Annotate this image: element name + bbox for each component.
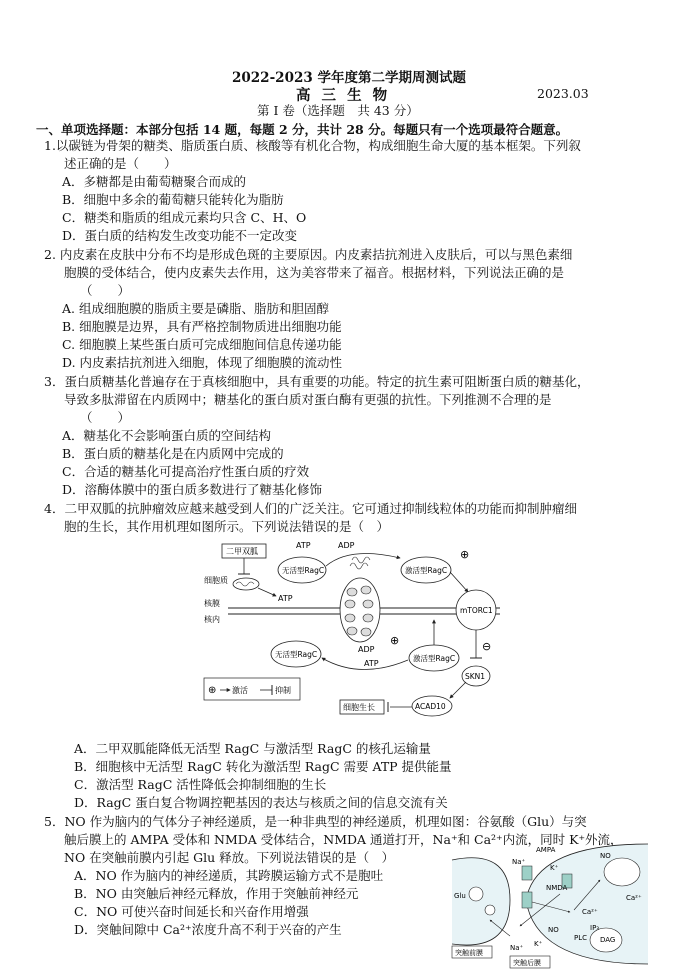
fig5-na-bottom: Na⁺ bbox=[510, 944, 524, 952]
q4-option-b: B．细胞核中无活型 RagC 转化为激活型 RagC 需要 ATP 提供能量 bbox=[74, 759, 452, 774]
figure-q5-synapse bbox=[450, 840, 650, 970]
q3-stem-line2: 导致多肽滞留在内质网中；糖基化的蛋白质对蛋白酶有更强的抗性。下列推测不合理的是 bbox=[64, 392, 552, 407]
subject-title: 高 三 生 物 bbox=[296, 87, 391, 104]
fig4-legend-inhibit: 抑制 bbox=[275, 686, 291, 695]
fig4-nuclear-pore bbox=[340, 557, 380, 642]
exam-date: 2023.03 bbox=[537, 86, 589, 101]
fig4-mtorc1: mTORC1 bbox=[460, 606, 493, 615]
q2-stem-line2: 胞膜的受体结合，使内皮素失去作用，这为美容带来了福音。根据材料，下列说法正确的是 bbox=[64, 265, 565, 280]
fig5-no-top: NO bbox=[600, 852, 611, 860]
q3-option-b: B．蛋白质的糖基化是在内质网中完成的 bbox=[62, 446, 284, 461]
q1-option-c: C．糖类和脂质的组成元素均只含 C、H、O bbox=[62, 210, 307, 225]
fig4-active-top: 激活型RagC bbox=[405, 566, 448, 575]
q4-option-a: A．二甲双胍能降低无活型 RagC 与激活型 RagC 的核孔运输量 bbox=[74, 741, 431, 756]
q3-option-a: A．糖基化不会影响蛋白质的空间结构 bbox=[62, 428, 272, 443]
fig4-atp-left: ATP bbox=[278, 594, 293, 603]
q2-option-b: B. 细胞膜是边界，具有严格控制物质进出细胞功能 bbox=[62, 319, 342, 334]
fig4-inactive-top: 无活型RagC bbox=[282, 566, 325, 575]
q2-stem-line1: 2. 内皮素在皮肤中分布不均是形成色斑的主要原因。内皮素拮抗剂进入皮肤后，可以与黑色素细 bbox=[44, 247, 573, 262]
q5-stem-line2: 触后膜上的 AMPA 受体和 NMDA 受体结合，NMDA 通道打开，Na⁺和 Ca²⁺内流，同时 K⁺外流， bbox=[64, 832, 623, 847]
q1-option-a: A．多糖都是由葡萄糖聚合而成的 bbox=[62, 174, 247, 189]
fig5-k-bottom: K⁺ bbox=[534, 940, 543, 948]
fig4-skn1: SKN1 bbox=[465, 672, 486, 681]
q5-stem-line3: NO 在突触前膜内引起 Glu 释放。下列说法错误的是（ ） bbox=[64, 850, 395, 865]
fig5-dag: DAG bbox=[600, 936, 616, 944]
q3-stem-line3: （ ） bbox=[80, 410, 131, 425]
q5-option-a: A．NO 作为脑内的神经递质，其跨膜运输方式不是胞吐 bbox=[74, 868, 384, 883]
fig4-acad10: ACAD10 bbox=[415, 702, 446, 711]
fig4-adp-top: ADP bbox=[338, 541, 355, 550]
fig4-minus: ⊖ bbox=[482, 640, 492, 653]
q4-option-c: C．激活型 RagC 活性降低会抑制细胞的生长 bbox=[74, 777, 327, 792]
fig4-membrane-label: 核膜 bbox=[204, 599, 220, 608]
q3-option-c: C．合适的糖基化可提高治疗性蛋白质的疗效 bbox=[62, 464, 310, 479]
fig5-ca-right: Ca²⁺ bbox=[626, 894, 642, 902]
fig4-inactive-bottom: 无活型RagC bbox=[275, 650, 318, 659]
q5-stem-line1: 5．NO 作为脑内的气体分子神经递质，是一种非典型的神经递质，机理如图：谷氨酸（Glu）与突 bbox=[44, 814, 587, 829]
q2-stem-line3: （ ） bbox=[80, 283, 131, 298]
fig5-pre-label: 突触前膜 bbox=[455, 949, 483, 957]
fig5-nmda: NMDA bbox=[546, 884, 568, 892]
fig4-drug-label: 二甲双胍 bbox=[226, 547, 258, 556]
fig5-plc: PLC bbox=[574, 934, 588, 942]
q3-stem-line1: 3．蛋白质糖基化普遍存在于真核细胞中，具有重要的功能。特定的抗生素可阻断蛋白质的糖基化， bbox=[44, 374, 590, 389]
q2-option-d: D. 内皮素拮抗剂进入细胞，体现了细胞膜的流动性 bbox=[62, 355, 343, 370]
q4-option-d: D．RagC 蛋白复合物调控靶基因的表达与核质之间的信息交流有关 bbox=[74, 795, 448, 810]
fig4-atp-bottom: ATP bbox=[364, 659, 379, 668]
fig4-cytoplasm-label: 细胞质 bbox=[204, 576, 228, 585]
fig4-growth: 细胞生长 bbox=[343, 703, 375, 712]
section-heading: 一、单项选择题：本部分包括 14 题，每题 2 分，共计 28 分。每题只有一个选项最符合题意。 bbox=[36, 122, 569, 137]
fig4-legend-activate: 激活 bbox=[232, 686, 248, 695]
q3-option-d: D．溶酶体膜中的蛋白质多数进行了糖基化修饰 bbox=[62, 482, 323, 497]
fig4-atp-top: ATP bbox=[296, 541, 311, 550]
q5-option-b: B．NO 由突触后神经元释放，作用于突触前神经元 bbox=[74, 886, 359, 901]
fig5-post-label: 突触后膜 bbox=[513, 959, 541, 967]
q2-option-c: C. 细胞膜上某些蛋白质可完成细胞间信息传递功能 bbox=[62, 337, 342, 352]
q1-stem-line2: 述正确的是（ ） bbox=[64, 156, 177, 171]
fig5-ampa: AMPA bbox=[536, 846, 556, 854]
fig5-k: K⁺ bbox=[550, 864, 559, 872]
fig5-ip3: IP₃ bbox=[590, 924, 600, 932]
q1-option-d: D．蛋白质的结构发生改变功能不一定改变 bbox=[62, 228, 298, 243]
q4-stem-line1: 4．二甲双胍的抗肿瘤效应越来越受到人们的广泛关注。它可通过抑制线粒体的功能而抑制肿瘤细 bbox=[44, 501, 577, 516]
q5-option-c: C．NO 可使兴奋时间延长和兴奋作用增强 bbox=[74, 904, 309, 919]
part-title: 第 I 卷（选择题 共 43 分） bbox=[257, 103, 419, 118]
fig4-active-bottom: 激活型RagC bbox=[413, 654, 456, 663]
q5-option-d: D．突触间隙中 Ca²⁺浓度升高不利于兴奋的产生 bbox=[74, 922, 342, 937]
fig4-nucleus-label: 核内 bbox=[204, 615, 220, 624]
fig4-adp-bottom: ADP bbox=[358, 645, 375, 654]
fig4-plus-mid: ⊕ bbox=[390, 634, 400, 647]
exam-title: 2022-2023 学年度第二学期周测试题 bbox=[232, 70, 466, 86]
fig5-no-bottom: NO bbox=[548, 926, 559, 934]
q1-option-b: B．细胞中多余的葡萄糖只能转化为脂肪 bbox=[62, 192, 284, 207]
q1-stem-line1: 1.以碳链为骨架的糖类、脂质蛋白质、核酸等有机化合物，构成细胞生命大厦的基本框架。下列叙 bbox=[44, 138, 581, 153]
fig5-na-top: Na⁺ bbox=[512, 858, 526, 866]
fig5-glu: Glu bbox=[454, 892, 466, 900]
fig5-ca-mid: Ca²⁺ bbox=[582, 908, 598, 916]
q2-option-a: A. 组成细胞膜的脂质主要是磷脂、脂肪和胆固醇 bbox=[62, 301, 329, 316]
q4-stem-line2: 胞的生长，其作用机理如图所示。下列说法错误的是（ ） bbox=[64, 519, 390, 534]
fig4-plus-top: ⊕ bbox=[460, 548, 470, 561]
figure-q4-diagram bbox=[200, 540, 510, 738]
fig4-legend-plus: ⊕ bbox=[208, 685, 217, 696]
